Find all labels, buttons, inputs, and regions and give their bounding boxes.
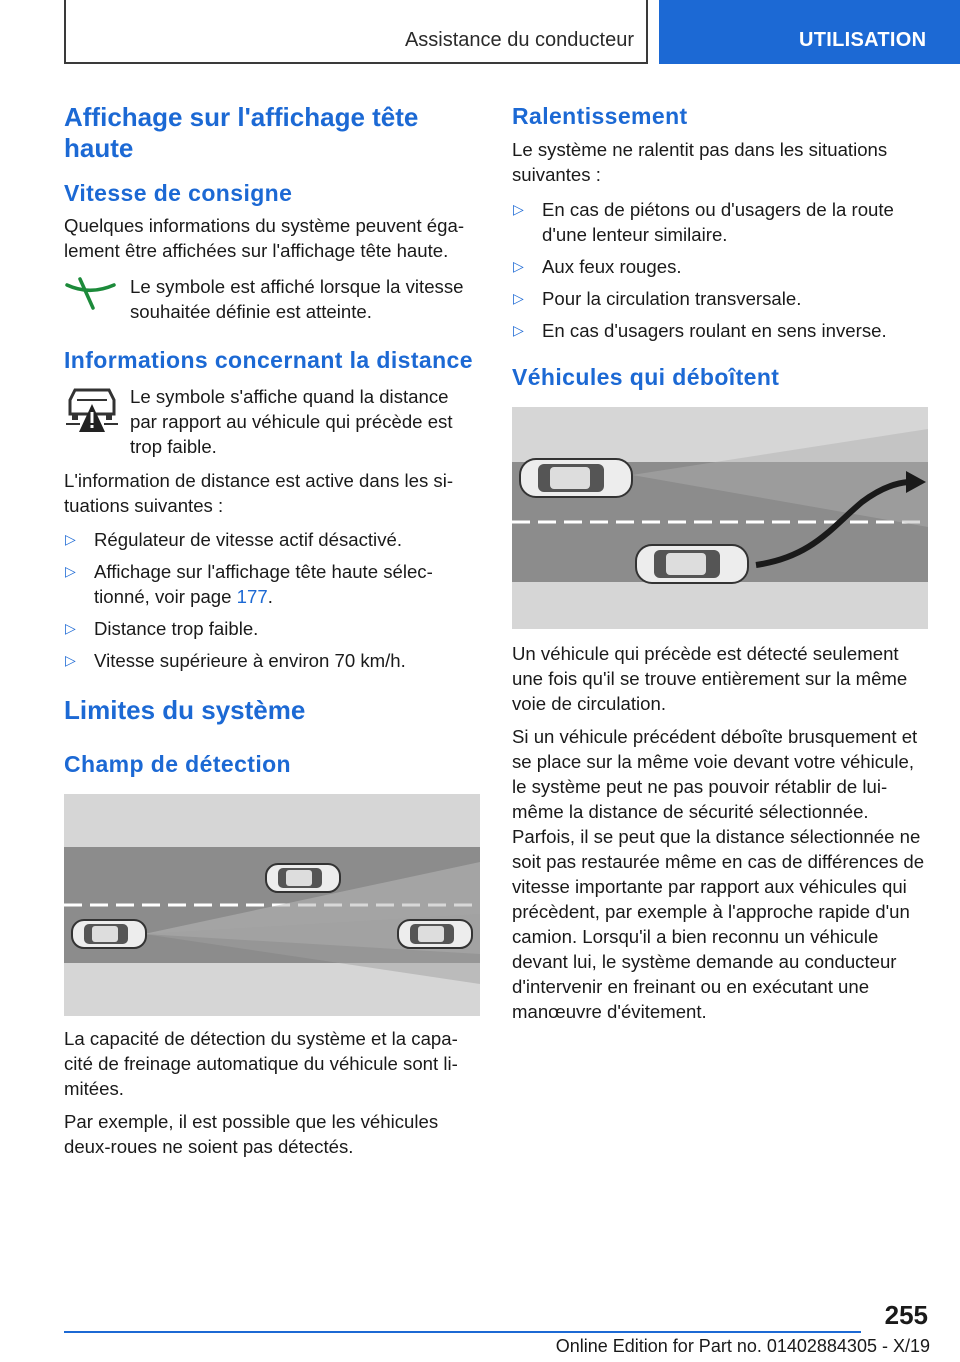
speed-icon-row [64,274,480,324]
car-cutting-in-icon [520,459,632,497]
hud-display-title: Affichage sur l'affichage tête haute [64,102,419,163]
right-column [512,102,928,1024]
footer-edition-text: Online Edition for Part no. 01402884305 - X/19 [555,1336,930,1356]
distance-icon-row [64,384,480,459]
distance-bullet-list [64,527,480,673]
header-section-title: Assistance du conducteur [404,29,634,51]
slowdown-heading: Ralentissement [512,103,688,129]
detection-paragraph-2: Par exemple, il est possible que les véhicules deux-roues ne soient pas détectés. [64,1111,439,1157]
footer-divider [64,1331,861,1333]
cutin-vehicle-figure [512,407,928,629]
bullet-triangle-icon: ▷ [65,531,76,547]
list-item: ▷ Vitesse supérieure à environ 70 km/h. [65,650,406,671]
slowdown-paragraph: Le système ne ralentit pas dans les situations suivantes : [512,139,888,185]
distance-heading: Informations concernant la distance [64,347,473,373]
distance-warning-icon [64,384,120,436]
left-column [64,102,480,1159]
speed-paragraph: Quelques informations du système peuvent également être affichées sur l'affichage tête haute. [64,215,465,261]
detection-heading: Champ de détection [64,751,292,777]
detection-paragraph-1: La capacité de détection du système et la capacité de freinage automatique du véhicule sont limitées. [64,1028,458,1099]
list-item: ▷ Aux feux rouges. [513,256,682,277]
list-item: ▷ En cas d'usagers roulant en sens inverse. [513,320,887,341]
set-speed-reached-icon [64,274,118,314]
bullet-triangle-icon: ▷ [513,258,524,274]
cutin-paragraph-2: Si un véhicule précédent déboîte brusquement et se place sur la même voie devant votre véhicule, le système peut ne pas pouvoir rétablir de lui-même la distance de sécurité sélectionnée. Parfois, il se peut que la distance sélectionnée ne soit pas restaurée même en cas de différences de vitesse importante par rapport aux véhicules qui précèdent, par exemple à l'approche rapide d'un camion. Lorsqu'il a bien reconnu un véhicule devant lui, le système demande au conducteur d'intervenir en freinant ou en exécutant une manœuvre d'évitement. [512,726,925,1022]
speed-heading: Vitesse de consigne [64,180,293,206]
bullet-triangle-icon: ▷ [65,620,76,636]
distance-icon-description: Le symbole s'affiche quand la distance par rapport au véhicule qui précède est trop faible. [130,386,453,457]
slowdown-bullet-list [512,197,928,343]
header-chapter-label: UTILISATION [799,29,927,51]
list-item: ▷ En cas de piétons ou d'usagers de la route d'une lenteur similaire. [513,199,894,245]
header-chapter-tab[interactable] [659,0,960,64]
limits-title: Limites du système [64,695,306,725]
distance-paragraph: L'information de distance est active dans les situations suivantes : [64,470,454,516]
car-right-icon [398,920,472,948]
bullet-triangle-icon: ▷ [513,322,524,338]
header-section-frame [64,0,648,64]
bullet-triangle-icon: ▷ [65,563,76,579]
cutin-paragraph-1: Un véhicule qui précède est détecté seulement une fois qu'il se trouve entièrement sur la même voie de circulation. [512,643,908,714]
page-reference-link[interactable]: 177 [236,586,268,607]
detection-field-figure [64,794,480,1016]
speed-icon-description: Le symbole est affiché lorsque la vitesse souhaitée définie est atteinte. [130,276,464,322]
list-item: ▷ Pour la circulation transversale. [513,288,802,309]
page-number: 255 [884,1300,928,1330]
car-own-icon [72,920,146,948]
bullet-triangle-icon: ▷ [65,652,76,668]
car-front-icon [266,864,340,892]
car-own-icon [636,545,748,583]
bullet-triangle-icon: ▷ [513,290,524,306]
cutin-heading: Véhicules qui déboîtent [512,364,780,390]
list-item: ▷ Régulateur de vitesse actif désactivé. [65,529,402,550]
list-item: ▷ Affichage sur l'affichage tête haute sélectionné, voir page 177. [65,561,433,607]
bullet-triangle-icon: ▷ [513,201,524,217]
list-item: ▷ Distance trop faible. [65,618,259,639]
